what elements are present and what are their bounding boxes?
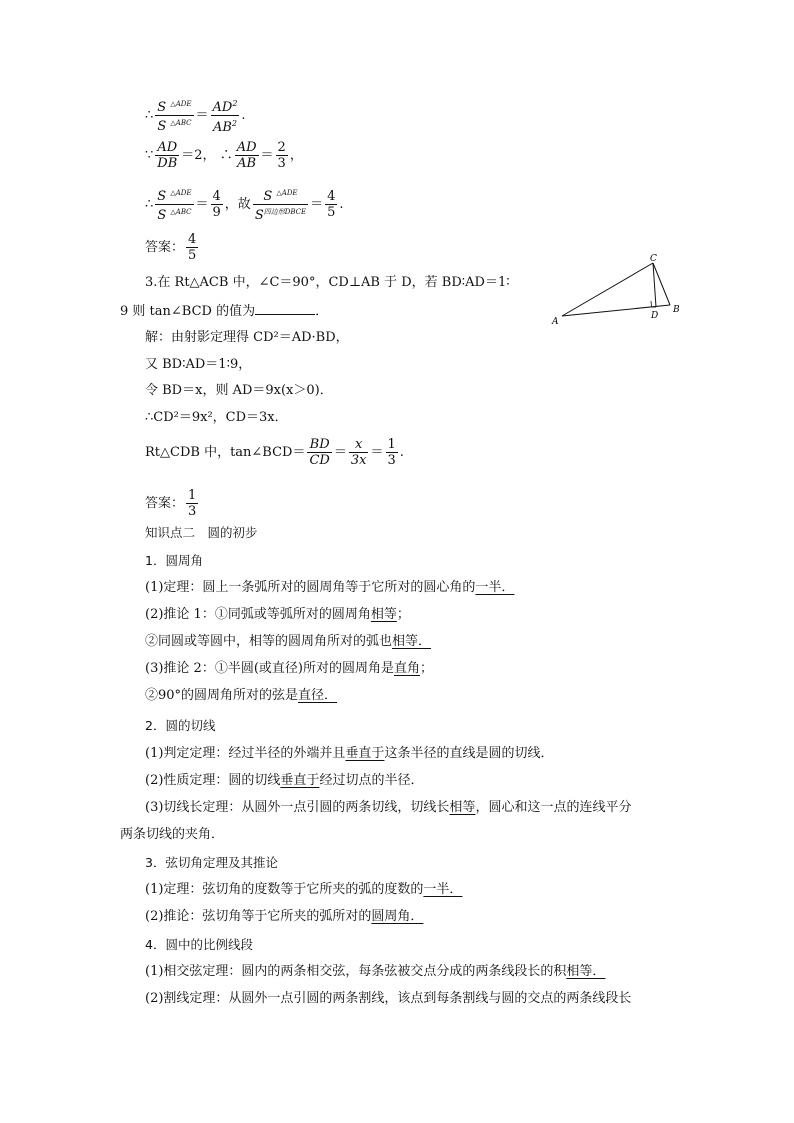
- ab-symbol: AB: [212, 120, 232, 135]
- fraction-numerator: AD: [155, 140, 179, 156]
- text: 经过切点的半径．: [319, 773, 424, 788]
- triangle-ade-label: △ADE: [170, 189, 192, 197]
- question-3-text-b: 9 则 tan∠BCD 的值为: [120, 304, 256, 319]
- square-exp: 2: [231, 119, 237, 128]
- solution-text: Rt△CDB 中，tan∠BCD＝: [145, 445, 306, 460]
- fraction-ad-db: [155, 140, 179, 171]
- underlined-answer: 直角: [393, 661, 420, 676]
- vertex-d-label: D: [651, 311, 659, 321]
- fraction-denominator: 9: [212, 205, 221, 220]
- s2-line-1: [145, 745, 553, 763]
- fraction-numerator: 1: [387, 437, 396, 452]
- fraction-denominator: AB: [237, 156, 257, 171]
- fraction-area-quad: [253, 186, 308, 223]
- fraction-numerator: BD: [307, 437, 331, 453]
- text: ；: [396, 607, 410, 622]
- fraction-numerator: 4: [212, 189, 221, 204]
- vertex-c-label: C: [650, 254, 657, 264]
- subsection-1-title: [145, 552, 203, 570]
- fraction-x-3x: [349, 437, 369, 468]
- fraction-four-ninths: [211, 189, 223, 220]
- fraction-numerator: 4: [188, 232, 197, 247]
- text: 两条切线的夹角．: [120, 827, 225, 842]
- period: .: [399, 445, 404, 460]
- underlined-answer: 垂直于: [345, 746, 385, 761]
- fraction-numerator: 2: [277, 140, 286, 155]
- section-title: [145, 524, 258, 542]
- equals-sign: ＝: [260, 148, 274, 163]
- s3-line-2: [145, 908, 423, 926]
- answer-label: 答案：: [145, 240, 185, 255]
- underlined-answer: 相等．: [566, 964, 606, 979]
- fraction-numerator: 4: [327, 189, 336, 204]
- triangle-abc-label: △ABC: [170, 208, 192, 216]
- text: (2)割线定理：从圆外一点引圆的两条割线，该点到每条割线与圆的交点的两条线段长: [145, 991, 632, 1006]
- s1-line-4: [145, 660, 433, 678]
- fraction-denominator: DB: [157, 156, 178, 171]
- fraction-denominator: 3: [387, 453, 396, 468]
- solution-3-line-3: [145, 382, 333, 400]
- text: (3)切线长定理：从圆外一点引圆的两条切线，切线长: [145, 800, 450, 815]
- underlined-answer: 一半．: [423, 882, 463, 897]
- equals-two: ＝2，: [181, 148, 216, 163]
- solution-text: 又 BD∶AD＝1∶9，: [145, 357, 252, 372]
- underlined-answer: 相等: [370, 607, 397, 622]
- solution-text: 令 BD＝x，则 AD＝9x(x＞0)．: [145, 383, 333, 398]
- subsection-title-text: 1．圆周角: [145, 553, 203, 568]
- equation-ad-db: [145, 140, 303, 171]
- solution-text: 解：由射影定理得 CD²＝AD·BD，: [145, 330, 349, 345]
- s-symbol: S: [157, 119, 167, 134]
- fraction-side-ratio-squared: [211, 96, 240, 135]
- text: (1)定理：弦切角的度数等于它所夹的弧的度数的: [145, 882, 424, 897]
- text: 这条半径的直线是圆的切线．: [384, 746, 554, 761]
- comma: ，: [289, 148, 303, 163]
- ad-symbol: AD: [212, 100, 233, 115]
- fraction-denominator: 3: [188, 504, 197, 519]
- solution-3-line-1: [145, 329, 349, 347]
- square-exp: 2: [232, 99, 238, 108]
- fraction-ad-ab: [235, 140, 259, 171]
- underlined-answer: 一半．: [475, 580, 515, 595]
- text: ，圆心和这一点的连线平分: [475, 800, 632, 815]
- s-symbol: S: [157, 100, 167, 115]
- answer-blank[interactable]: [255, 302, 315, 315]
- s1-line-2: [145, 606, 410, 624]
- underlined-answer: 直径．: [298, 688, 338, 703]
- underlined-answer: 圆周角．: [371, 909, 424, 924]
- answer-1: [145, 232, 200, 263]
- because-symbol: ∵: [145, 148, 154, 163]
- s2-line-4: [120, 826, 224, 844]
- question-3-line-2: [120, 302, 328, 321]
- answer-label: 答案：: [145, 496, 185, 511]
- subsection-title-text: 2．圆的切线: [145, 718, 216, 733]
- therefore-symbol: ∴: [145, 197, 154, 212]
- triangle-abc-label: △ABC: [170, 119, 192, 127]
- s3-line-1: [145, 881, 462, 899]
- fraction-numerator: x: [349, 437, 369, 453]
- question-3-end: ．: [315, 304, 329, 319]
- equals-sign: ＝: [310, 197, 324, 212]
- equals-sign: ＝: [370, 445, 384, 460]
- text: (2)推论：弦切角等于它所夹的弧所对的: [145, 909, 372, 924]
- equation-area-result: [145, 186, 344, 223]
- subsection-title-text: 4．圆中的比例线段: [145, 937, 253, 952]
- fraction-two-thirds: [276, 140, 288, 171]
- fraction-denominator: 5: [188, 248, 197, 263]
- s4-line-1: [145, 963, 605, 981]
- solution-3-line-4: [145, 409, 288, 427]
- triangle-figure: [550, 252, 690, 330]
- fraction-area-ratio: [155, 97, 193, 134]
- solution-text: ∴CD²＝9x²，CD＝3x．: [145, 410, 288, 425]
- period: .: [339, 197, 344, 212]
- s-symbol: S: [157, 189, 167, 204]
- fraction-four-fifths: [325, 189, 337, 220]
- fraction-denominator: 3: [277, 156, 286, 171]
- answer-fraction: [186, 488, 198, 519]
- s-symbol: S: [263, 189, 273, 204]
- period: .: [241, 108, 246, 123]
- triangle-ade-label: △ADE: [276, 189, 298, 197]
- text: (2)性质定理：圆的切线: [145, 773, 281, 788]
- s-symbol: S: [254, 208, 264, 223]
- quadrilateral-label: 四边形DBCE: [263, 208, 307, 216]
- s1-line-5: [145, 687, 337, 705]
- s1-line-1: [145, 579, 514, 597]
- text: ②90°的圆周角所对的弦是: [145, 688, 299, 703]
- vertex-b-label: B: [673, 305, 680, 315]
- answer-fraction: [186, 232, 198, 263]
- s2-line-2: [145, 772, 423, 790]
- text: (2)推论 1：①同弧或等弧所对的圆周角: [145, 607, 371, 622]
- fraction-denominator: 3x: [350, 453, 367, 468]
- therefore-symbol: ∴: [219, 148, 233, 163]
- vertex-a-label: A: [552, 317, 559, 327]
- underlined-answer: 垂直于: [280, 773, 320, 788]
- fraction-denominator: CD: [309, 453, 330, 468]
- subsection-3-title: [145, 854, 278, 872]
- subsection-4-title: [145, 936, 253, 954]
- text: ；: [419, 661, 433, 676]
- equation-area-ratio: [145, 96, 246, 135]
- s4-line-2: [145, 990, 631, 1008]
- section-title-text: 知识点二 圆的初步: [145, 525, 258, 540]
- underlined-answer: 相等: [449, 800, 476, 815]
- triangle-ade-label: △ADE: [170, 100, 192, 108]
- answer-3: [145, 488, 200, 519]
- so-word: ，故: [224, 197, 251, 212]
- subsection-title-text: 3．弦切角定理及其推论: [145, 855, 278, 870]
- s-symbol: S: [157, 208, 167, 223]
- text: (1)判定定理：经过半径的外端并且: [145, 746, 346, 761]
- fraction-one-third: [386, 437, 398, 468]
- text: (1)定理：圆上一条弧所对的圆周角等于它所对的圆心角的: [145, 580, 476, 595]
- text: (3)推论 2：①半圆(或直径)所对的圆周角是: [145, 661, 394, 676]
- equals-sign: ＝: [195, 108, 209, 123]
- text: ②同圆或等圆中，相等的圆周角所对的弧也: [145, 634, 393, 649]
- fraction-numerator: 1: [188, 488, 197, 503]
- equals-sign: ＝: [333, 445, 347, 460]
- question-3-text-a: 3.在 Rt△ACB 中，∠C＝90°，CD⊥AB 于 D，若 BD∶AD＝1∶: [145, 275, 510, 290]
- s1-line-3: [145, 633, 431, 651]
- equals-sign: ＝: [195, 197, 209, 212]
- fraction-area-ratio: [155, 186, 193, 223]
- text: (1)相交弦定理：圆内的两条相交弦，每条弦被交点分成的两条线段长的积: [145, 964, 567, 979]
- fraction-denominator: 5: [327, 205, 336, 220]
- question-3-line-1: [145, 274, 510, 292]
- solution-3-line-5: [145, 437, 404, 468]
- solution-3-line-2: [145, 356, 251, 374]
- s2-line-3: [145, 799, 631, 817]
- fraction-numerator: AD: [236, 140, 257, 155]
- therefore-symbol: ∴: [145, 108, 154, 123]
- underlined-answer: 相等．: [392, 634, 432, 649]
- subsection-2-title: [145, 717, 215, 735]
- fraction-bd-cd: [307, 437, 331, 468]
